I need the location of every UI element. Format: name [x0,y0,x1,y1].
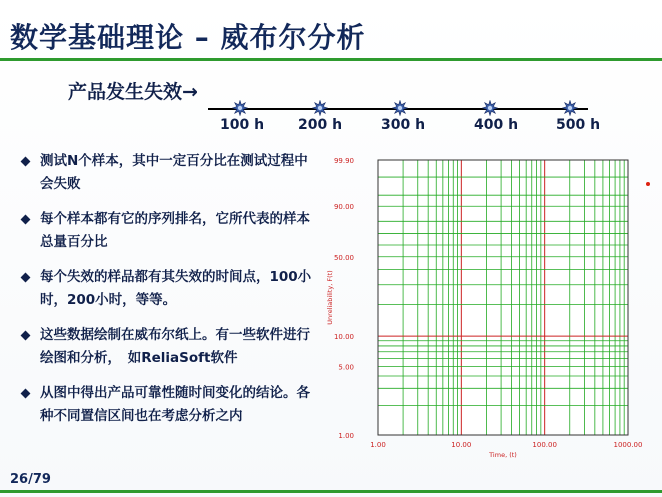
y-axis-title: Unreliability, F(t) [326,270,334,325]
bullet-item: 每个样本都有它的序列排名，它所代表的样本总量百分比 [22,208,312,254]
marker-dot [646,182,650,186]
diamond-bullet-icon [21,389,31,399]
y-tick-label: 1.00 [338,432,354,440]
bullet-item: 从图中得出产品可靠性随时间变化的结论。各种不同置信区间也在考虑分析之内 [22,382,312,428]
bullet-item: 这些数据绘制在威布尔纸上。有一些软件进行绘图和分析， 如ReliaSoft软件 [22,324,312,370]
page-title: 数学基础理论 – 威布尔分析 [10,21,366,54]
failure-burst-icon [312,100,328,116]
bullet-item: 测试N个样本，其中一定百分比在测试过程中会失败 [22,150,312,196]
y-tick-label: 5.00 [338,363,354,372]
diamond-bullet-icon [21,215,31,225]
y-tick-label: 90.00 [333,203,354,212]
failure-burst-icon [562,100,578,116]
timeline-caption: 产品发生失效→ [68,81,198,103]
timeline-label: 500 h [556,117,601,133]
bullet-item: 每个失效的样品都有其失效的时间点，100小时，200小时，等等。 [22,266,312,312]
x-tick-label: 1000.00 [613,441,643,449]
bullet-list [22,150,312,440]
weibull-probability-chart [320,148,660,460]
title-divider [0,58,662,61]
failure-burst-icon [482,100,498,116]
plot-area [378,160,628,435]
x-tick-label: 10.00 [451,441,472,449]
failure-burst-icon [392,100,408,116]
failure-burst-icon [232,100,248,116]
x-tick-label: 100.00 [532,441,557,449]
footer-divider [0,490,662,493]
x-tick-label: 1.00 [370,441,386,449]
timeline-label: 400 h [474,117,519,133]
diamond-bullet-icon [21,157,31,167]
page-number: 26/79 [10,472,51,487]
y-tick-label: 10.00 [333,333,354,342]
timeline-label: 100 h [220,117,265,133]
timeline-label: 200 h [298,117,343,133]
diamond-bullet-icon [21,273,31,283]
y-tick-label: 50.00 [333,253,354,262]
y-tick-label: 99.90 [333,157,354,165]
x-axis-title: Time, (t) [489,451,517,459]
timeline-label: 300 h [381,117,426,133]
diamond-bullet-icon [21,331,31,341]
